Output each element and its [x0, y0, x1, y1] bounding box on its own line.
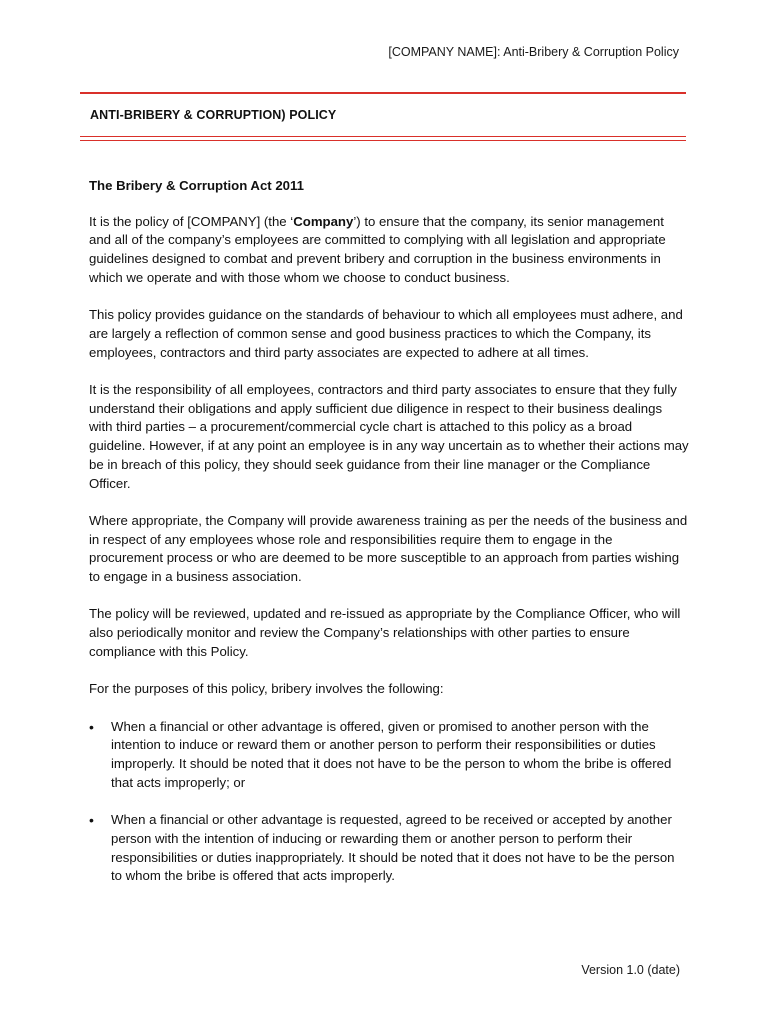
list-item [89, 718, 689, 793]
paragraph-bribery-definition: For the purposes of this policy, bribery involves the following: [89, 681, 444, 697]
paragraph-review: The policy will be reviewed, updated and re-issued as appropriate by the Compliance Officer, who will also periodically monitor and review the Company’s relationships with other parties to ensure compliance with this Policy. [89, 606, 681, 659]
header-rule-bottom-double [80, 140, 686, 141]
paragraph-text: It is the policy of [COMPANY] (the ‘ [89, 213, 294, 229]
paragraph-training: Where appropriate, the Company will provide awareness training as per the needs of the business and in respect of any employees whose role and responsibilities require them to engage in the procurement process or who are deemed to be more susceptible to an approach from parties wishing to engage in a business association. [89, 512, 688, 585]
company-term: Company [293, 213, 354, 229]
paragraph-responsibility: It is the responsibility of all employees, contractors and third party associates to ensure that they fully understand their obligations and apply sufficient due diligence in respect to their business dealings with third parties – a procurement/commercial cycle chart is attached to this policy as a broad guideline. However, if at any point an employee is in any way uncertain as to whether their actions may be in breach of this policy, they should seek guidance from their line manager or the Compliance Officer. [89, 382, 689, 491]
policy-title: ANTI-BRIBERY & CORRUPTION) POLICY [90, 108, 337, 122]
document-body [89, 177, 689, 905]
header-rule-top [80, 92, 686, 94]
paragraph-text: ’) to ensure that the company, its senior management and all of the company’s employees are committed to complying with all legislation and appropriate guidelines designed to combat and prevent bribery and corruption in the business environments in which we operate and with those whom we choose to conduct business. [89, 213, 666, 285]
list-item-text: When a financial or other advantage is offered, given or promised to another person with the intention to induce or reward them or another person to perform their responsibilities or duties improperly. It should be noted that it does not have to be the person to whom the bribe is offered that acts improperly; or [111, 718, 672, 790]
bribery-list [89, 718, 689, 886]
bullet-icon: • [89, 718, 94, 735]
list-item-text: When a financial or other advantage is requested, agreed to be received or accepted by another person with the intention of inducing or rewarding them or another person to perform their responsibilities or duties inappropriately. It should be noted that it does not have to be the person to whom the bribe is offered that acts improperly. [111, 812, 675, 884]
list-item [89, 811, 689, 886]
section-heading: The Bribery & Corruption Act 2011 [89, 178, 304, 193]
paragraph-policy-intro [89, 213, 689, 288]
paragraph-guidance: This policy provides guidance on the standards of behaviour to which all employees must adhere, and are largely a reflection of common sense and good business practices to which the Company, its employees, contractors and third party associates are expected to adhere at all times. [89, 307, 683, 360]
header-rule-bottom [80, 136, 686, 137]
footer-version: Version 1.0 (date) [581, 963, 680, 977]
bullet-icon: • [89, 812, 94, 829]
running-header: [COMPANY NAME]: Anti-Bribery & Corruption Policy [388, 45, 679, 59]
